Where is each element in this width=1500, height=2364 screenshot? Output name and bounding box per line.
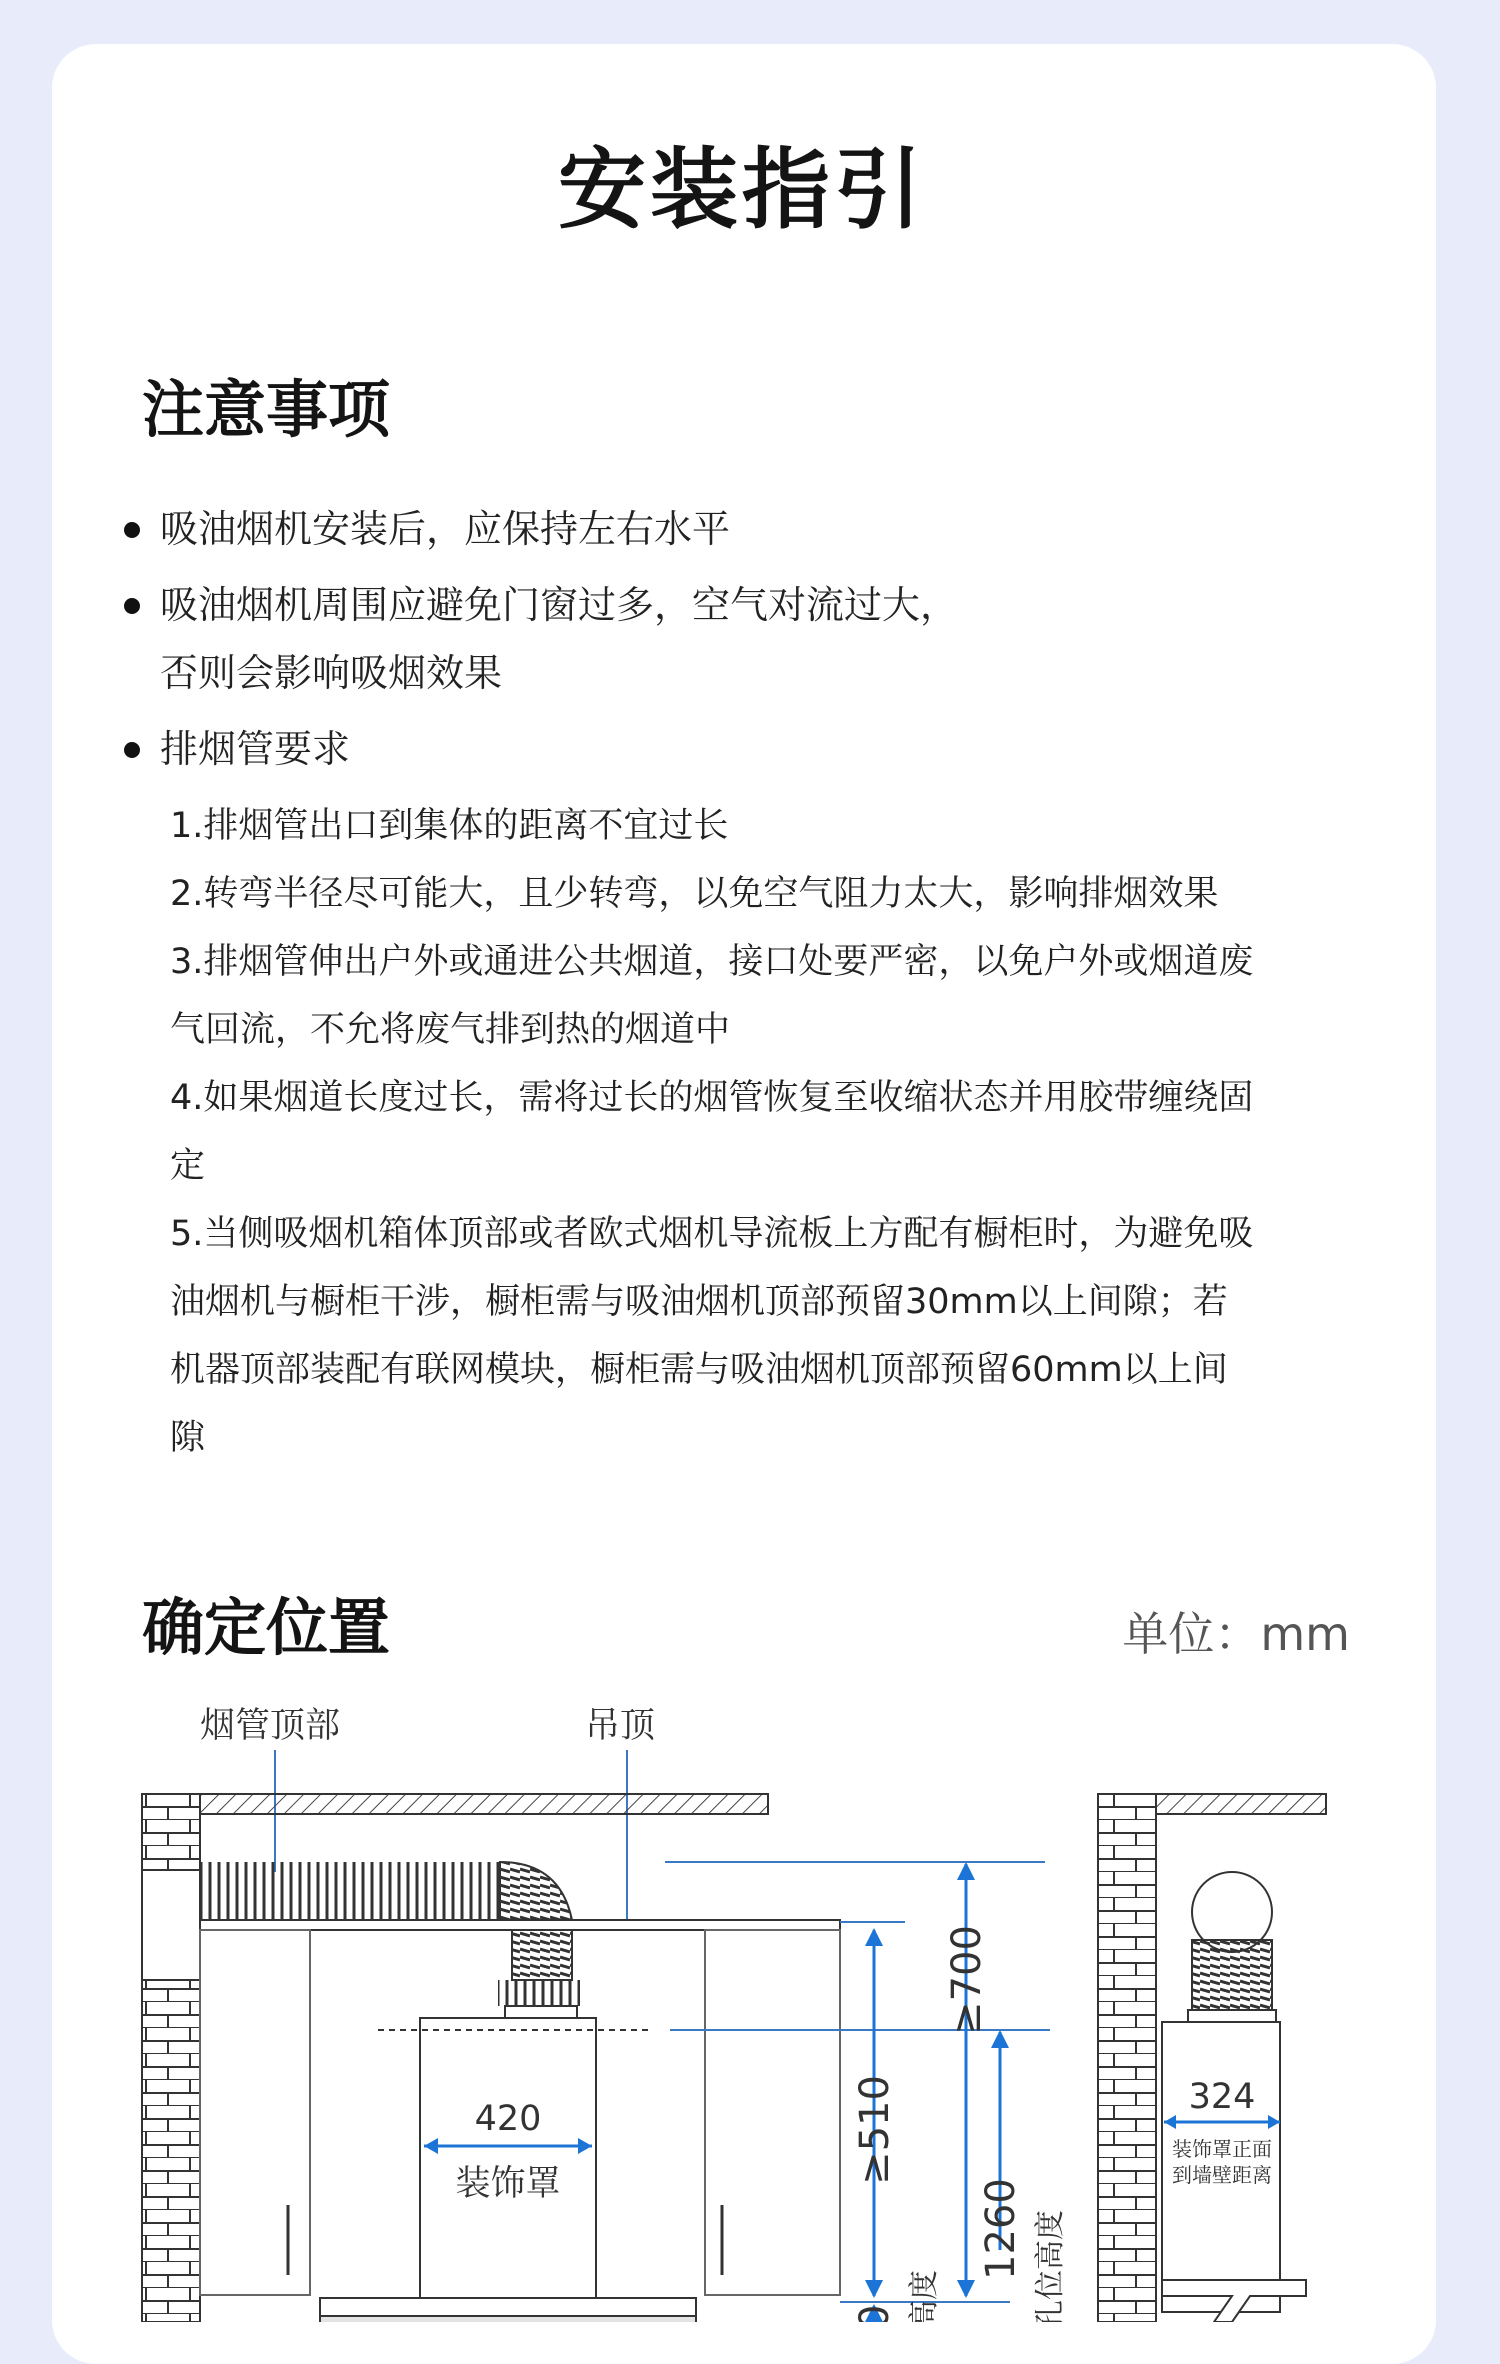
requirement-line: 油烟机与橱柜干涉，橱柜需与吸油烟机顶部预留30mm以上间隙；若 (170, 1282, 1228, 1322)
notes-section-title: 注意事项 (142, 373, 391, 446)
label-ceiling: 吊顶 (585, 1706, 656, 1746)
side-note-line1: 装饰罩正面 (1172, 2137, 1272, 2161)
requirement-line: 1.排烟管出口到集体的距离不宜过长 (170, 806, 729, 846)
duct-collar (505, 2006, 577, 2018)
ceiling-hatch (200, 1794, 768, 1814)
dim-510-label: ≥510 (852, 2075, 898, 2185)
side-wall (1098, 1794, 1156, 2322)
cut-label-hole-height: 孔位高度 (1033, 2210, 1068, 2322)
cut-label-zero: 0 (852, 2304, 898, 2322)
dim-1260-label: 1260 (978, 2178, 1024, 2280)
side-ceiling-hatch (1156, 1794, 1326, 1814)
dim-1260-arrow-icon (991, 2030, 1009, 2048)
requirement-line: 2.转弯半径尽可能大，且少转弯，以免空气阻力太大，影响排烟效果 (170, 874, 1219, 914)
page-title: 安装指引 (557, 138, 926, 241)
requirement-line: 定 (170, 1146, 206, 1186)
right-cabinet (705, 1930, 840, 2295)
bullet-text: 吸油烟机安装后，应保持左右水平 (160, 507, 731, 551)
ceiling-board (200, 1920, 840, 1930)
requirement-line: 气回流，不允将废气排到热的烟道中 (170, 1010, 731, 1050)
wall-duct-opening (142, 1870, 200, 1980)
requirement-line: 机器顶部装配有联网模块，橱柜需与吸油烟机顶部预留60mm以上间 (170, 1350, 1228, 1390)
unit-label: 单位：mm (1122, 1607, 1350, 1661)
notes-bullet-list (122, 495, 1372, 791)
flex-duct-horizontal (200, 1862, 500, 1920)
installation-diagram (0, 1690, 1500, 2326)
installation-diagram-svg (0, 1690, 1500, 2322)
bullet-item (122, 715, 1372, 783)
side-note-line2: 到墙壁距离 (1172, 2163, 1272, 2187)
cover-width-value: 420 (474, 2099, 542, 2139)
flex-duct-vertical (498, 1980, 580, 2006)
side-duct-collar (1188, 2010, 1276, 2022)
side-duct-ribs (1192, 1940, 1272, 2010)
bullet-dot-icon (124, 742, 140, 758)
side-depth-value: 324 (1188, 2077, 1256, 2117)
bullet-text-continued: 否则会影响吸烟效果 (160, 651, 503, 695)
requirement-line: 5.当侧吸烟机箱体顶部或者欧式烟机导流板上方配有橱柜时，为避免吸 (170, 1214, 1254, 1254)
cut-label-height: 高度 (907, 2270, 942, 2322)
bullet-text: 排烟管要求 (160, 727, 351, 771)
position-section-title: 确定位置 (142, 1591, 391, 1664)
bullet-text: 吸油烟机周围应避免门窗过多，空气对流过大， (160, 583, 959, 627)
bullet-item (122, 571, 1372, 707)
requirement-line: 3.排烟管伸出户外或通进公共烟道，接口处要严密，以免户外或烟道废 (170, 942, 1254, 982)
duct-requirements-list (170, 792, 1360, 1472)
bullet-item (122, 495, 1372, 563)
label-duct-top: 烟管顶部 (200, 1706, 341, 1746)
bullet-dot-icon (124, 522, 140, 538)
cover-label: 装饰罩 (455, 2164, 561, 2204)
hood-panel (320, 2316, 696, 2322)
requirement-line: 隙 (170, 1418, 206, 1458)
requirement-line: 4.如果烟道长度过长，需将过长的烟管恢复至收缩状态并用胶带缠绕固 (170, 1078, 1254, 1118)
bullet-dot-icon (124, 598, 140, 614)
left-cabinet (200, 1930, 310, 2295)
decorative-cover (420, 2018, 596, 2298)
dim-700-label: ≥700 (944, 1925, 990, 2035)
